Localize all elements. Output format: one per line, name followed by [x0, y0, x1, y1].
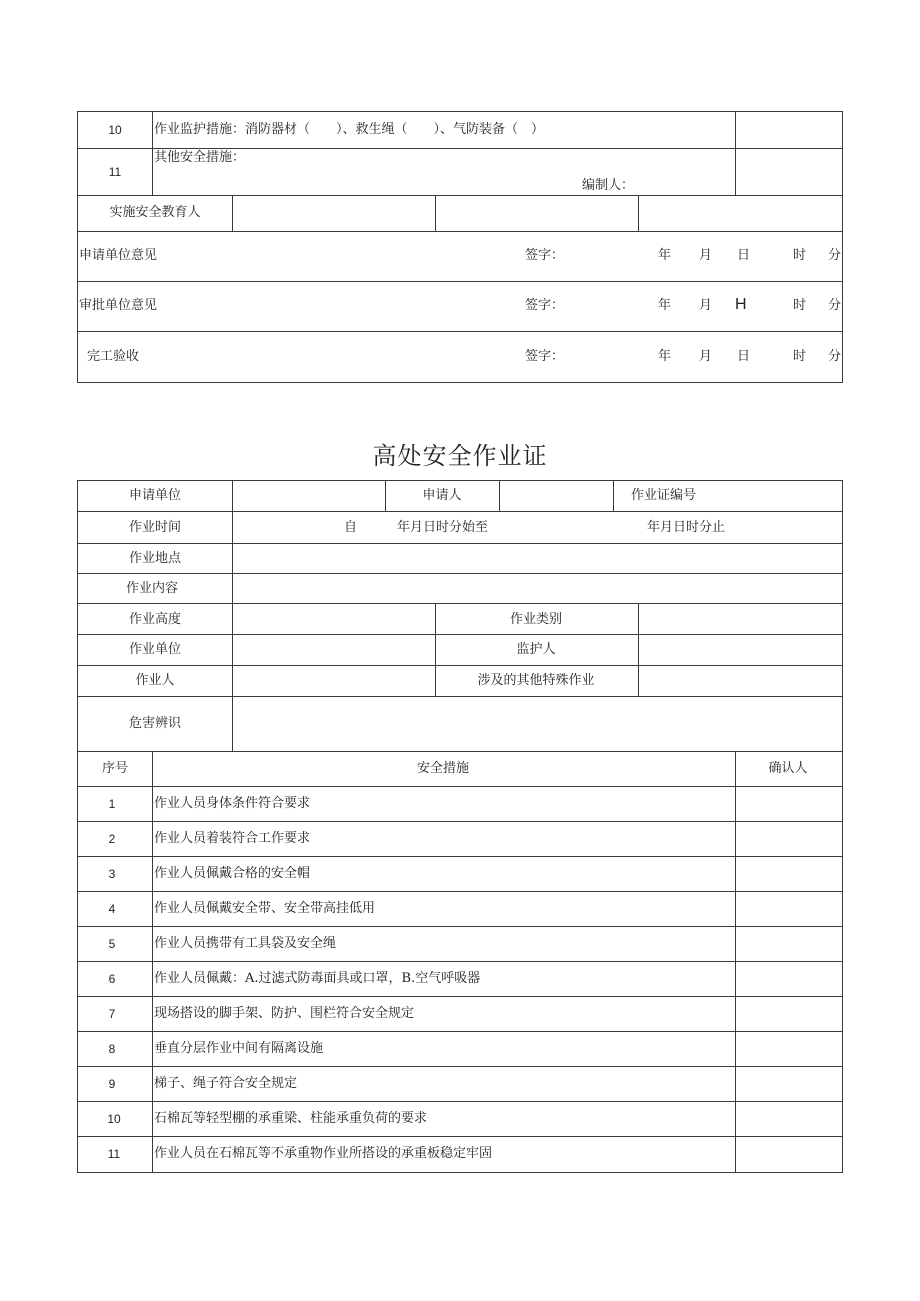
- column-measure-header: 安全措施: [416, 761, 470, 776]
- measure-number: 7: [108, 1007, 116, 1021]
- applicant-unit-label: 申请单位: [128, 488, 182, 503]
- top-row10-text: 作业监护措施：消防器材（ ）、救生绳（ ）、气防装备（ ）: [154, 122, 545, 137]
- supervisor-label: 监护人: [516, 642, 556, 657]
- minute-label: 分: [828, 298, 842, 313]
- sign-label: 签字：: [525, 248, 565, 263]
- measure-number: 8: [108, 1042, 116, 1056]
- measure-text: 作业人员身体条件符合要求: [154, 796, 311, 811]
- work-height-label: 作业高度: [128, 612, 182, 627]
- work-content-label: 作业内容: [125, 581, 179, 596]
- measure-text: 作业人员佩戴：A.过滤式防毒面具或口罩，B.空气呼吸器: [154, 971, 481, 986]
- day-label: 日: [737, 248, 751, 263]
- year-label: 年: [658, 248, 672, 263]
- hour-label: 时: [793, 298, 807, 313]
- measure-text: 作业人员着装符合工作要求: [154, 831, 311, 846]
- opinion-label: 审批单位意见: [79, 298, 158, 313]
- measure-number: 1: [108, 797, 116, 811]
- education-label: 实施安全教育人: [109, 205, 201, 220]
- measure-text: 梯子、绳子符合安全规定: [154, 1076, 298, 1091]
- measure-number: 4: [108, 902, 116, 916]
- measure-number: 9: [108, 1077, 116, 1091]
- certificate-title: 高处安全作业证: [372, 442, 548, 470]
- worker-label: 作业人: [135, 673, 175, 688]
- top-row10-number: 10: [108, 123, 122, 137]
- month-label: 月: [699, 349, 713, 364]
- time-start-label: 年月日时分始至: [397, 520, 489, 535]
- top-row11-text: 其他安全措施：: [154, 150, 246, 165]
- measure-text: 作业人员携带有工具袋及安全绳: [154, 936, 337, 951]
- measure-number: 5: [108, 937, 116, 951]
- applicant-label: 申请人: [422, 488, 462, 503]
- sign-label: 签字：: [525, 298, 565, 313]
- column-confirm-header: 确认人: [768, 761, 808, 776]
- measure-number: 10: [107, 1112, 121, 1126]
- month-label: 月: [699, 248, 713, 263]
- measure-number: 11: [107, 1147, 121, 1161]
- measure-text: 垂直分层作业中间有隔离设施: [154, 1041, 324, 1056]
- compiler-label: 编制人：: [582, 178, 635, 193]
- measure-text: 作业人员佩戴安全带、安全带高挂低用: [154, 901, 376, 916]
- time-end-label: 年月日时分止: [647, 520, 726, 535]
- measure-number: 3: [108, 867, 116, 881]
- other-special-work-label: 涉及的其他特殊作业: [477, 673, 595, 688]
- minute-label: 分: [828, 349, 842, 364]
- hour-label: 时: [793, 349, 807, 364]
- hazard-identification-label: 危害辨识: [128, 716, 182, 731]
- year-label: 年: [658, 349, 672, 364]
- measure-text: 作业人员佩戴合格的安全帽: [154, 866, 311, 881]
- year-label: 年: [658, 298, 672, 313]
- measure-number: 6: [108, 972, 116, 986]
- work-unit-label: 作业单位: [128, 642, 182, 657]
- permit-number-label: 作业证编号: [631, 488, 697, 503]
- hour-label: 时: [793, 248, 807, 263]
- work-time-label: 作业时间: [128, 520, 182, 535]
- measure-text: 现场搭设的脚手架、防护、围栏符合安全规定: [154, 1006, 415, 1021]
- sign-label: 签字：: [525, 349, 565, 364]
- time-from-label: 自: [344, 520, 358, 535]
- top-row11-number: 11: [108, 165, 122, 179]
- opinion-label: 申请单位意见: [79, 248, 158, 263]
- minute-label: 分: [828, 248, 842, 263]
- measure-text: 石棉瓦等轻型棚的承重梁、柱能承重负荷的要求: [154, 1111, 428, 1126]
- month-label: 月: [699, 298, 713, 313]
- column-number-header: 序号: [101, 761, 129, 776]
- measure-text: 作业人员在石棉瓦等不承重物作业所搭设的承重板稳定牢固: [154, 1146, 493, 1161]
- work-category-label: 作业类别: [509, 612, 563, 627]
- day-label: H: [735, 296, 747, 313]
- opinion-label: 完工验收: [87, 349, 140, 364]
- work-place-label: 作业地点: [128, 551, 182, 566]
- measure-number: 2: [108, 832, 116, 846]
- day-label: 日: [737, 349, 751, 364]
